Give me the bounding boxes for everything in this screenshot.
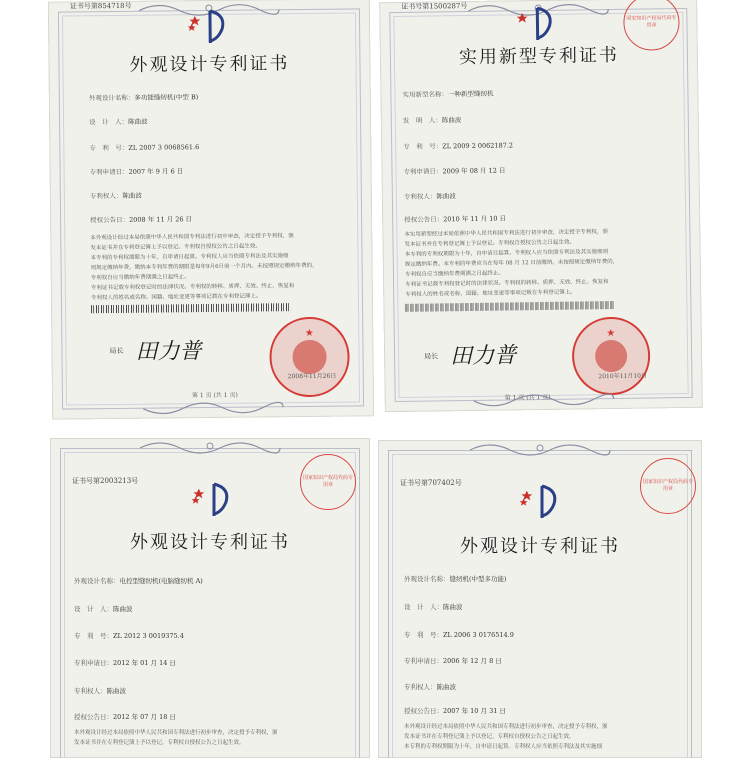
certificate-utility-model — [379, 0, 703, 412]
page-indicator: 第 1 页 (共 1 页) — [504, 393, 551, 402]
field-application-date: 专利申请日：2012 年 01 月 14 日 — [74, 659, 176, 667]
official-seal: ★ — [572, 316, 651, 395]
ornament-bottom — [469, 393, 619, 411]
field-design-name: 外观设计名称：多功能缝纫机(中型 B) — [88, 93, 199, 103]
certificate-design-2 — [50, 438, 370, 758]
certificate-title: 外观设计专利证书 — [129, 53, 290, 76]
field-grant-date: 授权公告日：2008 年 11 月 26 日 — [90, 215, 193, 225]
field-patentee: 专利权人：陈曲波 — [74, 687, 126, 695]
field-grant-date: 授权公告日：2007 年 10 月 31 日 — [404, 707, 506, 715]
field-grant-date: 授权公告日：2010 年 11 月 10 日 — [404, 214, 507, 224]
issue-date: 2010年11月10日 — [598, 372, 647, 381]
office-stamp: 国家知识产权局代码专用章 — [623, 0, 680, 51]
certificate-design-1 — [48, 0, 374, 420]
field-application-date: 专利申请日：2009 年 08 月 12 日 — [403, 166, 506, 176]
field-patentee: 专利权人：陈曲波 — [89, 191, 142, 201]
field-design-name: 外观设计名称：电控型缝纫机(电脑缝纫机 A) — [74, 577, 203, 585]
field-patent-number: 专 利 号：ZL 2009 2 0062187.2 — [403, 141, 514, 151]
field-patent-number: 专 利 号：ZL 2012 3 0019375.4 — [74, 632, 184, 640]
page-indicator: 第 1 页 (共 1 页) — [191, 391, 238, 400]
certificate-number: 证书号第707402号 — [400, 479, 462, 487]
field-application-date: 专利申请日：2006 年 12 月 8 日 — [404, 657, 502, 665]
patent-office-logo-icon — [186, 5, 234, 50]
field-designer: 设 计 人：陈曲波 — [74, 605, 133, 613]
patent-office-logo-icon — [518, 480, 566, 524]
signer-title: 局长 — [424, 352, 439, 361]
certificate-body-text: 本实用新型经过本局依照中华人民共和国专利法进行初步审查，决定授予专利权，颁 发本证书并在专利登记簿上予以登记。专利权自授权公告之日起生效。 本专利的专利权期限为十年，自申请日起算。专利权人应当依照专利法及其实施细则 规定缴纳年费。本专利的年费应当在每年 08 月 12 日前缴纳。未按照规定缴纳年费的， 专利权自应当缴纳年费期满之日起终止。 专利证书记载专利权登记时的法律状况。专利权的转移、质押、无效、终止、恢复和 专利权人的姓名或名称、国籍、地址变更等事项记载在专利登记簿上。 — [404, 229, 619, 298]
certificate-title: 实用新型专利证书 — [458, 44, 620, 69]
field-utility-name: 实用新型名称：一种新型缝纫机 — [402, 89, 494, 99]
certificate-body-text: 本外观设计经过本局依照中华人民共和国专利法进行初步审查，决定授予专利权，颁 发本证书并在专利登记簿上予以登记。专利权自授权公告之日起生效。 本专利的专利权期限为十年，自申请日起算。专利权人应当依照专利法及其实施细 则规定缴纳年费。缴纳本专利年费的期限是每年9月6日前一个月内。未按照规定缴纳年费的， 专利权自应当缴纳年费期满之日起终止。 专利证书记载专利权登记时的法律状况。专利权的转移、质押、无效、终止、恢复和 专利权人的姓名或名称、国籍、地址变更等事项记载在专利登记簿上。 — [90, 233, 318, 302]
office-stamp: 国家知识产权局代码专用章 — [640, 458, 696, 514]
field-patent-number: 专 利 号：ZL 2006 3 0176514.9 — [404, 631, 514, 639]
certificate-body-text: 本外观设计经过本局依照中华人民共和国专利法进行初步审查，决定授予专利权，颁 发本证书并在专利登记簿上予以登记。专利权自授权公告之日起生效。 — [74, 730, 278, 746]
field-designer: 设 计 人：陈曲波 — [404, 603, 463, 611]
certificate-number: 证书号第1500287号 — [401, 2, 468, 11]
certificate-design-3 — [378, 440, 702, 758]
signature: 田力普 — [135, 339, 202, 365]
patent-office-logo-icon — [513, 2, 562, 47]
field-patentee: 专利权人：陈曲波 — [403, 192, 456, 201]
field-patentee: 专利权人：陈曲波 — [404, 683, 456, 691]
field-application-date: 专利申请日：2007 年 9 月 6 日 — [89, 167, 184, 177]
office-stamp: 国家知识产权局代码专用章 — [300, 454, 356, 510]
field-inventor: 发 明 人：陈曲波 — [402, 116, 462, 125]
field-design-name: 外观设计名称：缝纫机(中型多功能) — [404, 575, 507, 583]
certificate-number: 证书号第2003213号 — [72, 477, 139, 485]
certificate-title: 外观设计专利证书 — [460, 536, 620, 557]
patent-office-logo-icon — [190, 478, 238, 522]
signature: 田力普 — [449, 343, 517, 370]
ornament-bottom — [138, 401, 288, 419]
official-seal: ★ — [269, 317, 350, 398]
field-designer: 设 计 人：陈曲波 — [89, 117, 148, 127]
certificate-title: 外观设计专利证书 — [130, 532, 290, 553]
field-grant-date: 授权公告日：2012 年 07 月 18 日 — [74, 713, 176, 721]
issue-date: 2008年11月26日 — [287, 372, 337, 381]
ornament-top — [135, 438, 285, 454]
signer-title: 局长 — [109, 346, 124, 356]
ornament-top — [465, 440, 615, 456]
field-patent-number: 专 利 号：ZL 2007 3 0068561.6 — [89, 143, 200, 153]
certificate-number: 证书号第854718号 — [69, 1, 132, 11]
certificate-body-text: 本外观设计经过本局依照中华人民共和国专利法进行初步审查，决定授予专利权，颁 发本证书并在专利登记簿上予以登记。专利权自授权公告之日起生效。 本专利的专利权期限为十年，自申请日起算。专利权人应当依照专利法及其实施细 — [404, 724, 608, 750]
